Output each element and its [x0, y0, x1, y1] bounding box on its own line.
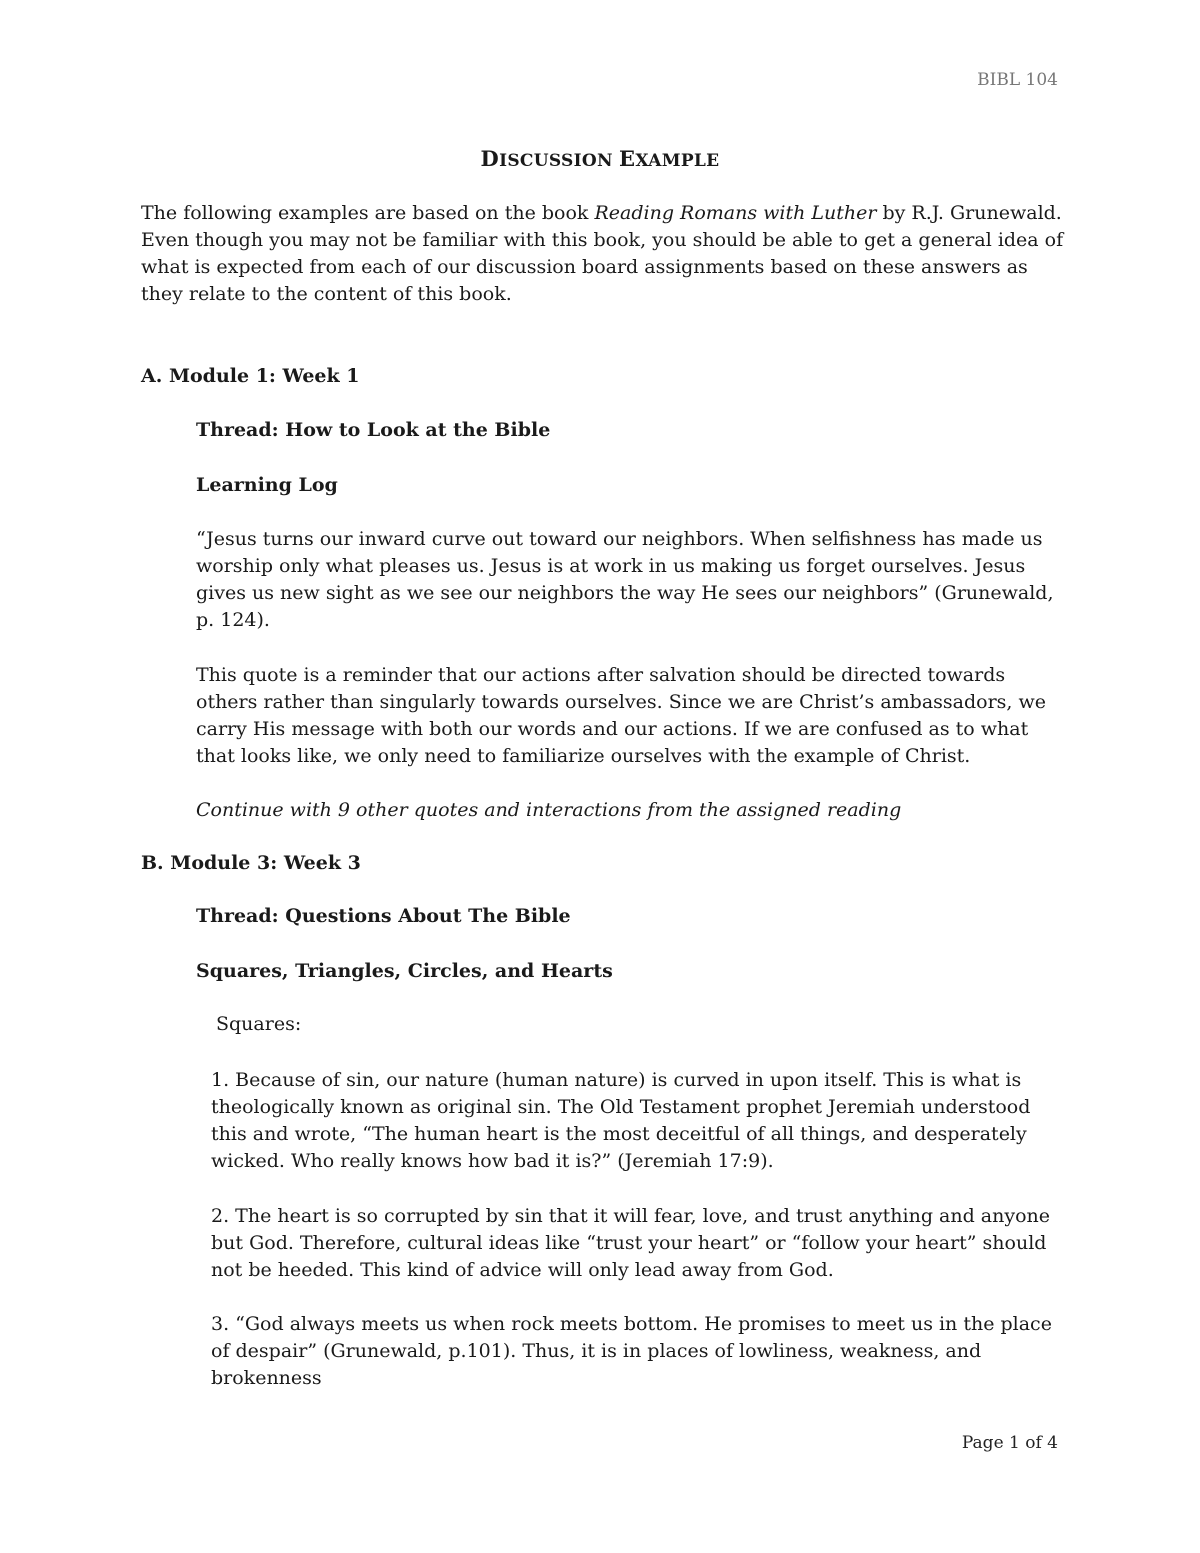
learning-log-quote: “Jesus turns our inward curve out toward our neighbors. When selfishness has made us worship only what pleases us. Jesus is at work in us making us forget ourselves. Jesus gives us new sight as we see our neighbors the way He sees our neighbors” (Grunewald, p. 124).: [196, 528, 1054, 631]
learning-log-reflection: This quote is a reminder that our actions after salvation should be directed towards others rather than singularly towards ourselves. Since we are Christ’s ambassadors, we carry His message with both our words and our actions. If we are confused as to what that looks like, we only need to familiarize ourselves with the example of Christ.: [196, 664, 1047, 767]
page-title: [0, 146, 1200, 171]
list-item: 2. The heart is so corrupted by sin that it will fear, love, and trust anything and anyone but God. Therefore, cultural ideas like “trust your heart” or “follow your heart” should not be heeded. This kind of advice will only lead away from God.: [211, 1205, 1051, 1281]
title-rest-1: ISCUSSION: [499, 151, 620, 171]
intro-paragraph: [141, 200, 1071, 308]
list-item: 3. “God always meets us when rock meets bottom. He promises to meet us in the place of despair” (Grunewald, p.101). Thus, it is in places of lowliness, weakness, and brokenness: [211, 1313, 1052, 1389]
title-rest-2: XAMPLE: [635, 151, 720, 171]
list-item: 1. Because of sin, our nature (human nature) is curved in upon itself. This is what is theologically known as original sin. The Old Testament prophet Jeremiah understood this and wrote, “The human heart is the most deceitful of all things, and desperately wicked. Who really knows how bad it is?” (Jeremiah 17:9).: [211, 1069, 1031, 1172]
shapes-heading: Squares, Triangles, Circles, and Hearts: [196, 960, 613, 982]
learning-log-heading: Learning Log: [196, 474, 338, 496]
intro-before: The following examples are based on the book: [141, 202, 595, 224]
squares-label: Squares:: [216, 1013, 302, 1035]
section-b-thread: Thread: Questions About The Bible: [196, 905, 571, 927]
book-title: Reading Romans with Luther: [594, 202, 877, 224]
course-code: BIBL 104: [977, 70, 1058, 90]
title-cap-1: D: [480, 146, 500, 171]
section-a-heading: A. Module 1: Week 1: [141, 365, 360, 387]
page-number: Page 1 of 4: [961, 1433, 1058, 1453]
continue-note: Continue with 9 other quotes and interactions from the assigned reading: [196, 799, 902, 821]
section-b-heading: B. Module 3: Week 3: [141, 852, 361, 874]
section-a-thread: Thread: How to Look at the Bible: [196, 419, 551, 441]
title-cap-2: E: [619, 146, 636, 171]
intro-after: by R.J. Grunewald. Even though you may not be familiar with this book, you should be able to get a general idea of what is expected from each of our discussion board assignments based on these answers as they relate to the content of this book.: [141, 202, 1064, 305]
